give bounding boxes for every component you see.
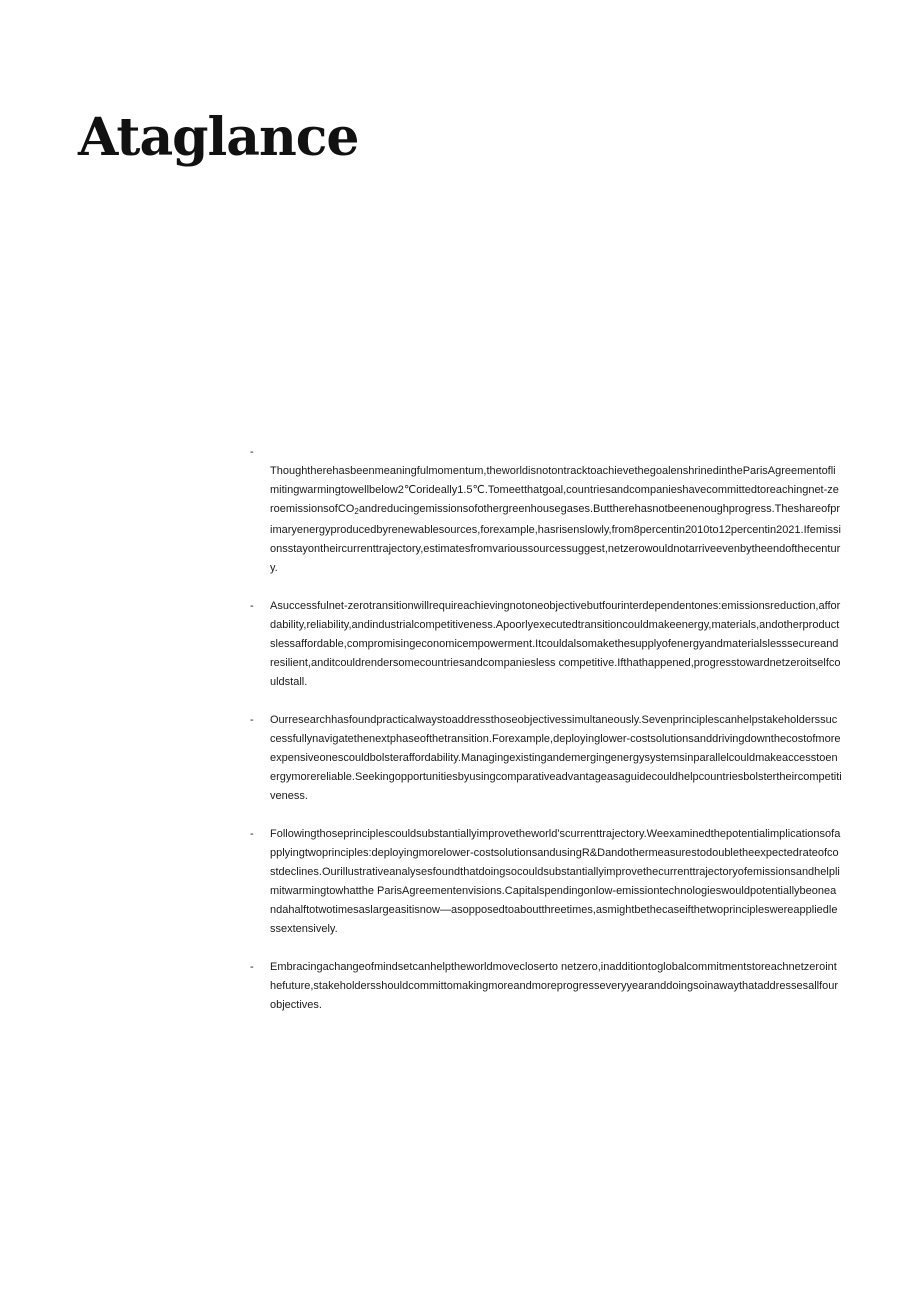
bullet-item-3 — [250, 711, 842, 806]
bullet-item-2 — [250, 597, 842, 692]
bullet-marker: - — [250, 961, 254, 973]
bullet-text: Asuccessfulnet-zerotransitionwillrequireachievingnotoneobjectivebutfourinterdependentones:emissionsreduction,affordability,reliability,andindustrialcompetitiveness.Apoorlyexecutedtransitioncouldmakeenergy,materials,andotherproductslessaffordable,compromisingeconomicempowerment.Itcouldalsomakethesupplyofenergyandmaterialslesssecureandresilient,anditcouldrendersomecountriesandcompaniesless competitive.Ifthathappened,progresstowardnetzeroitselfcouldstall. — [270, 600, 841, 688]
page-title: Ataglance — [78, 107, 359, 168]
bullet-text-part: andreducingemissionsofothergreenhousegases.Buttherehasnotbeenenoughprogress.Theshareofprimaryenergyproducedbyrenewablesources,forexample,hasrisenslowly,from8percentin2010to12percentin2021.Ifemissionsstayontheircurrenttrajectory,estimatesfromvarioussourcessuggest,netzerowouldnotarriveevenbytheendofthecentury. — [270, 503, 841, 574]
bullet-marker: - — [250, 600, 254, 612]
bullet-item-4 — [250, 825, 842, 939]
bullet-item-1 — [250, 443, 842, 578]
bullet-marker: - — [250, 446, 254, 458]
bullet-item-5 — [250, 958, 842, 1015]
bullet-list — [250, 443, 842, 1034]
bullet-marker: - — [250, 714, 254, 726]
bullet-text — [270, 462, 842, 578]
subscript-two: 2 — [354, 507, 359, 516]
bullet-text: Ourresearchhasfoundpracticalwaystoaddressthoseobjectivessimultaneously.Sevenprinciplescanhelpstakeholderssuccessfullynavigatethenextphaseofthetransition.Forexample,deployinglower-costsolutionsanddrivingdownthecostofmoreexpensiveonescouldbolsteraffordability.Managingexistingandemergingenergysystemsinparallelcouldmakeaccesstoenergymorereliable.Seekingopportunitiesbyusingcomparativeadvantageasaguidecouldhelpcountriesbolstertheircompetitiveness. — [270, 714, 842, 802]
bullet-text: Embracingachangeofmindsetcanhelptheworldmovecloserto netzero,inadditiontoglobalcommitmentstoreachnetzerointhefuture,stakeholdersshouldcommittomakingmoreandmoreprogresseveryyearanddoingsoinawaythataddressesallfourobjectives. — [270, 961, 839, 1011]
bullet-text-part: Thoughtherehasbeenmeaningfulmomentum,theworldisnotontracktoachievethegoalenshrinedintheParisAgreementoflimitingwarmingtowellbelow2℃orideally1.5℃.Tomeetthatgoal,countriesandcompanieshavecommittedtoreachingnet-zeroemissionsofCO — [270, 465, 839, 515]
bullet-text: Followingthoseprinciplescouldsubstantiallyimprovetheworld'scurrenttrajectory.Weexaminedthepotentialimplicationsofapplyingtwoprinciples:deployingmorelower-costsolutionsandusingR&Dandothermeasurestodoubletheexpectedrateofcostdeclines.Ourillustrativeanalysesfoundthatdoingsocouldsubstantiallyimprovethecurrenttrajectoryofemissionsandhelplimitwarmingtowhatthe ParisAgreementenvisions.Capitalspendingonlow-emissiontechnologieswouldpotentiallybeoneandahalftotwotimesaslargeasitisnow—asopposedtoaboutthreetimes,asmightbethecaseifthetwoprincipleswereappliedlessextensively. — [270, 828, 841, 935]
bullet-marker: - — [250, 828, 254, 840]
